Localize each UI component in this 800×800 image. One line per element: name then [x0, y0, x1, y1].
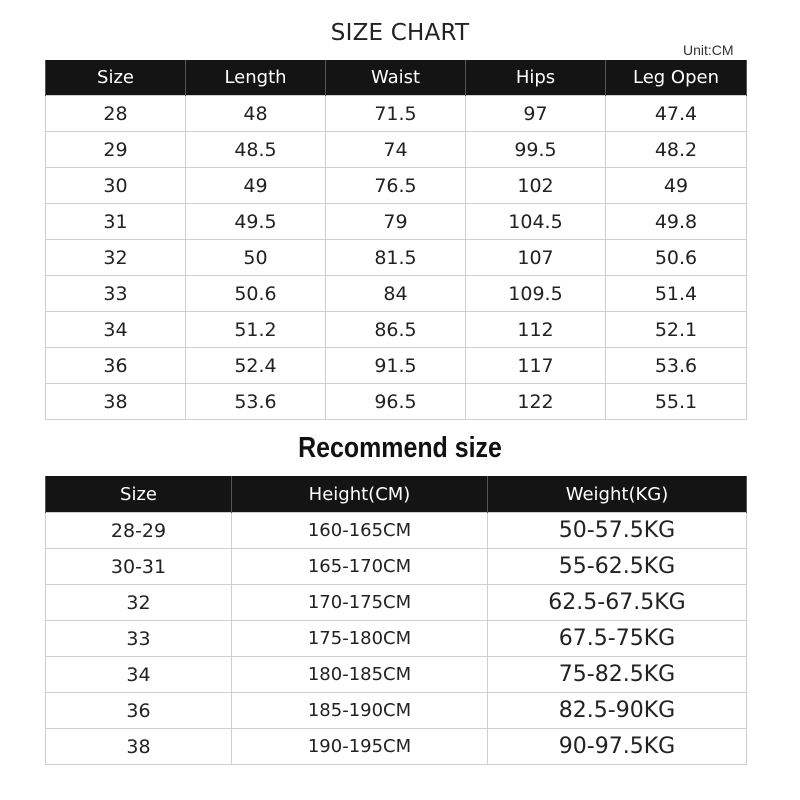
table-row — [46, 276, 747, 312]
cell-length: 52.4 — [186, 348, 326, 384]
cell-leg-open: 49.8 — [606, 204, 747, 240]
cell-weight: 90-97.5KG — [488, 729, 747, 765]
cell-waist: 74 — [326, 132, 466, 168]
table-row — [46, 168, 747, 204]
unit-label: Unit:CM — [683, 42, 734, 58]
cell-length: 49 — [186, 168, 326, 204]
cell-size: 33 — [46, 621, 232, 657]
cell-height: 165-170CM — [232, 549, 488, 585]
cell-waist: 84 — [326, 276, 466, 312]
cell-leg-open: 55.1 — [606, 384, 747, 420]
cell-size: 33 — [46, 276, 186, 312]
cell-leg-open: 47.4 — [606, 96, 747, 132]
cell-length: 51.2 — [186, 312, 326, 348]
header-waist: Waist — [326, 60, 466, 96]
table-row — [46, 96, 747, 132]
cell-waist: 81.5 — [326, 240, 466, 276]
table-row — [46, 132, 747, 168]
cell-size: 34 — [46, 657, 232, 693]
cell-weight: 82.5-90KG — [488, 693, 747, 729]
cell-size: 36 — [46, 693, 232, 729]
cell-size: 32 — [46, 240, 186, 276]
cell-weight: 67.5-75KG — [488, 621, 747, 657]
cell-height: 180-185CM — [232, 657, 488, 693]
cell-hips: 97 — [466, 96, 606, 132]
cell-length: 50.6 — [186, 276, 326, 312]
cell-size: 28-29 — [46, 513, 232, 549]
cell-hips: 99.5 — [466, 132, 606, 168]
recommend-header-row — [46, 476, 747, 513]
cell-waist: 71.5 — [326, 96, 466, 132]
cell-leg-open: 50.6 — [606, 240, 747, 276]
cell-weight: 62.5-67.5KG — [488, 585, 747, 621]
header-size: Size — [46, 476, 232, 513]
table-row — [46, 513, 747, 549]
table-row — [46, 204, 747, 240]
cell-waist: 79 — [326, 204, 466, 240]
cell-length: 48.5 — [186, 132, 326, 168]
cell-size: 29 — [46, 132, 186, 168]
cell-height: 185-190CM — [232, 693, 488, 729]
table-row — [46, 312, 747, 348]
table-row — [46, 693, 747, 729]
cell-size: 38 — [46, 729, 232, 765]
cell-hips: 112 — [466, 312, 606, 348]
cell-height: 190-195CM — [232, 729, 488, 765]
table-row — [46, 621, 747, 657]
cell-size: 36 — [46, 348, 186, 384]
table-row — [46, 348, 747, 384]
cell-waist: 86.5 — [326, 312, 466, 348]
table-row — [46, 240, 747, 276]
table-row — [46, 729, 747, 765]
size-chart-title: SIZE CHART — [330, 20, 470, 46]
cell-leg-open: 51.4 — [606, 276, 747, 312]
table-row — [46, 549, 747, 585]
cell-waist: 91.5 — [326, 348, 466, 384]
cell-size: 38 — [46, 384, 186, 420]
size-chart-table — [45, 60, 747, 420]
cell-height: 160-165CM — [232, 513, 488, 549]
table-row — [46, 657, 747, 693]
header-length: Length — [186, 60, 326, 96]
cell-leg-open: 52.1 — [606, 312, 747, 348]
cell-size: 34 — [46, 312, 186, 348]
header-weight: Weight(KG) — [488, 476, 747, 513]
header-height: Height(CM) — [232, 476, 488, 513]
cell-waist: 76.5 — [326, 168, 466, 204]
header-hips: Hips — [466, 60, 606, 96]
cell-hips: 109.5 — [466, 276, 606, 312]
cell-length: 48 — [186, 96, 326, 132]
size-chart-header-row — [46, 60, 747, 96]
header-leg-open: Leg Open — [606, 60, 747, 96]
cell-leg-open: 49 — [606, 168, 747, 204]
cell-height: 175-180CM — [232, 621, 488, 657]
cell-length: 53.6 — [186, 384, 326, 420]
cell-weight: 50-57.5KG — [488, 513, 747, 549]
cell-size: 32 — [46, 585, 232, 621]
cell-size: 30 — [46, 168, 186, 204]
cell-hips: 104.5 — [466, 204, 606, 240]
cell-length: 49.5 — [186, 204, 326, 240]
recommend-size-table — [45, 476, 747, 765]
cell-height: 170-175CM — [232, 585, 488, 621]
cell-hips: 102 — [466, 168, 606, 204]
cell-hips: 117 — [466, 348, 606, 384]
cell-leg-open: 48.2 — [606, 132, 747, 168]
table-row — [46, 384, 747, 420]
cell-waist: 96.5 — [326, 384, 466, 420]
cell-hips: 122 — [466, 384, 606, 420]
cell-size: 28 — [46, 96, 186, 132]
cell-size: 30-31 — [46, 549, 232, 585]
recommend-size-title: Recommend size — [298, 432, 502, 464]
cell-size: 31 — [46, 204, 186, 240]
cell-weight: 75-82.5KG — [488, 657, 747, 693]
header-size: Size — [46, 60, 186, 96]
cell-hips: 107 — [466, 240, 606, 276]
cell-weight: 55-62.5KG — [488, 549, 747, 585]
table-row — [46, 585, 747, 621]
cell-leg-open: 53.6 — [606, 348, 747, 384]
cell-length: 50 — [186, 240, 326, 276]
